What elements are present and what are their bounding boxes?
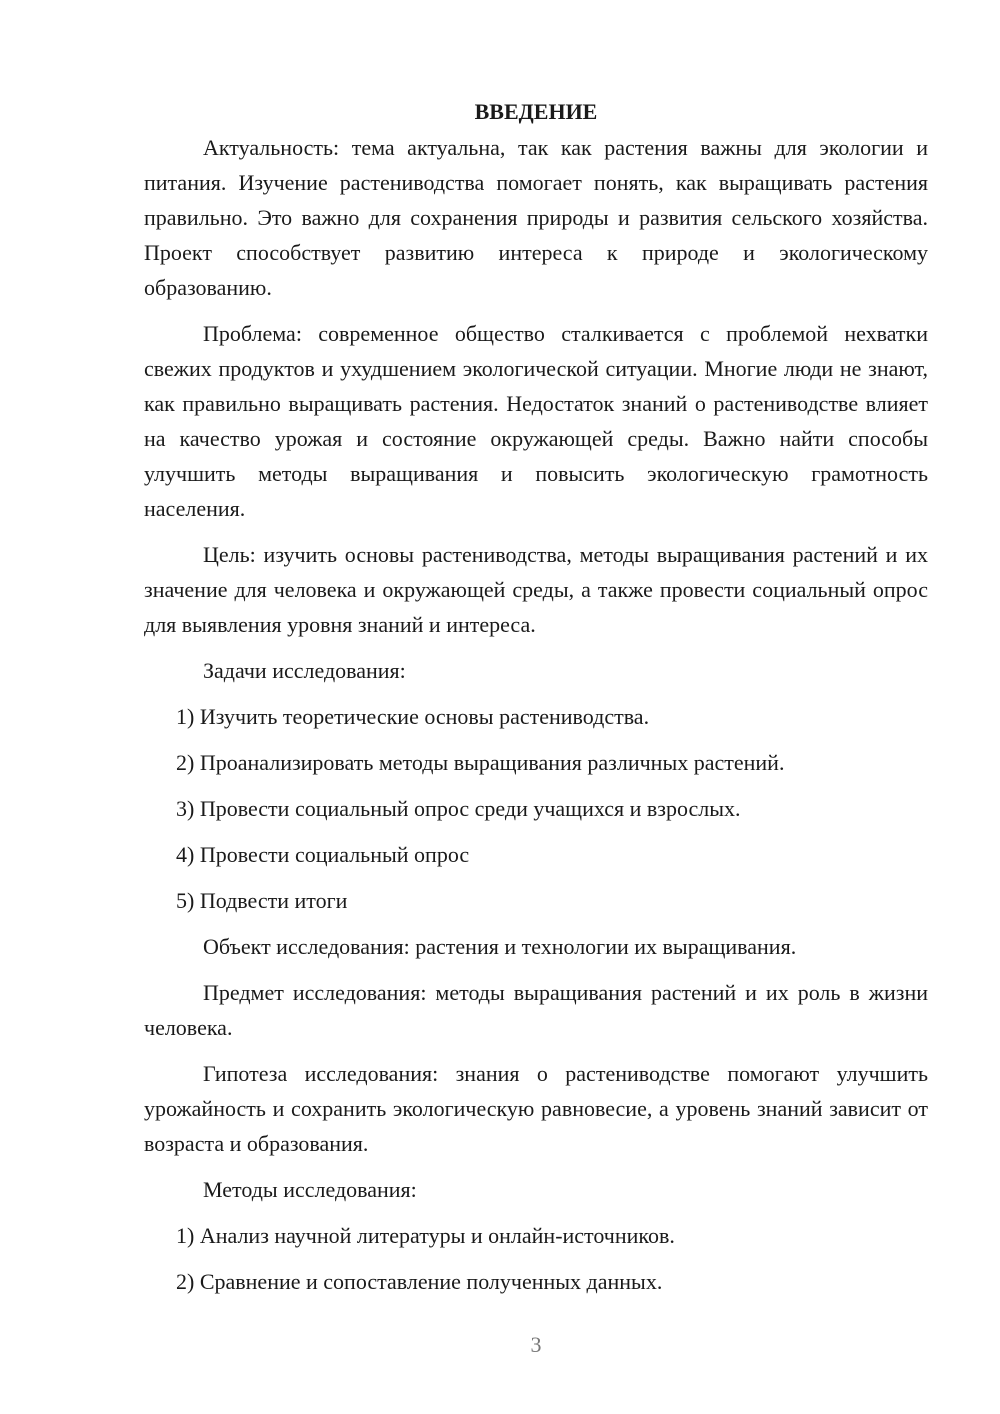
task-item-4: 4) Провести социальный опрос bbox=[176, 842, 470, 867]
tasks-label: Задачи исследования: bbox=[203, 658, 406, 683]
section-heading: ВВЕДЕНИЕ bbox=[474, 99, 598, 124]
page-number: 3 bbox=[530, 1332, 542, 1357]
problem-paragraph: Проблема: современное общество сталкивается с проблемой нехватки свежих продуктов и ухудшением экологической ситуации. Многие люди не знают, как правильно выращивать растения. Недостаток знаний о растениводстве влияет на качество урожая и состояние окружающей среды. Важно найти способы улучшить методы выращивания и повысить экологическую грамотность населения. bbox=[144, 321, 928, 521]
hypothesis-paragraph: Гипотеза исследования: знания о растениводстве помогают улучшить урожайность и сохранить экологическую равновесие, а уровень знаний зависит от возраста и образования. bbox=[144, 1061, 928, 1156]
relevance-paragraph: Актуальность: тема актуальна, так как растения важны для экологии и питания. Изучение растениводства помогает понять, как выращивать растения правильно. Это важно для сохранения природы и развития сельского хозяйства. Проект способствует развитию интереса к природе и экологическому образованию. bbox=[144, 135, 928, 300]
task-item-3: 3) Провести социальный опрос среди учащихся и взрослых. bbox=[176, 796, 741, 821]
methods-label: Методы исследования: bbox=[203, 1177, 417, 1202]
tasks-list bbox=[144, 699, 928, 918]
task-item-2: 2) Проанализировать методы выращивания различных растений. bbox=[176, 750, 785, 775]
task-item-5: 5) Подвести итоги bbox=[176, 888, 348, 913]
task-item-1: 1) Изучить теоретические основы растениводства. bbox=[176, 704, 650, 729]
page-content bbox=[144, 94, 928, 1310]
methods-list bbox=[144, 1218, 928, 1299]
method-item-2: 2) Сравнение и сопоставление полученных данных. bbox=[176, 1269, 663, 1294]
goal-paragraph: Цель: изучить основы растениводства, методы выращивания растений и их значение для человека и окружающей среды, а также провести социальный опрос для выявления уровня знаний и интереса. bbox=[144, 542, 928, 637]
object-paragraph: Объект исследования: растения и технологии их выращивания. bbox=[203, 934, 797, 959]
subject-paragraph: Предмет исследования: методы выращивания растений и их роль в жизни человека. bbox=[144, 980, 928, 1040]
method-item-1: 1) Анализ научной литературы и онлайн-источников. bbox=[176, 1223, 675, 1248]
